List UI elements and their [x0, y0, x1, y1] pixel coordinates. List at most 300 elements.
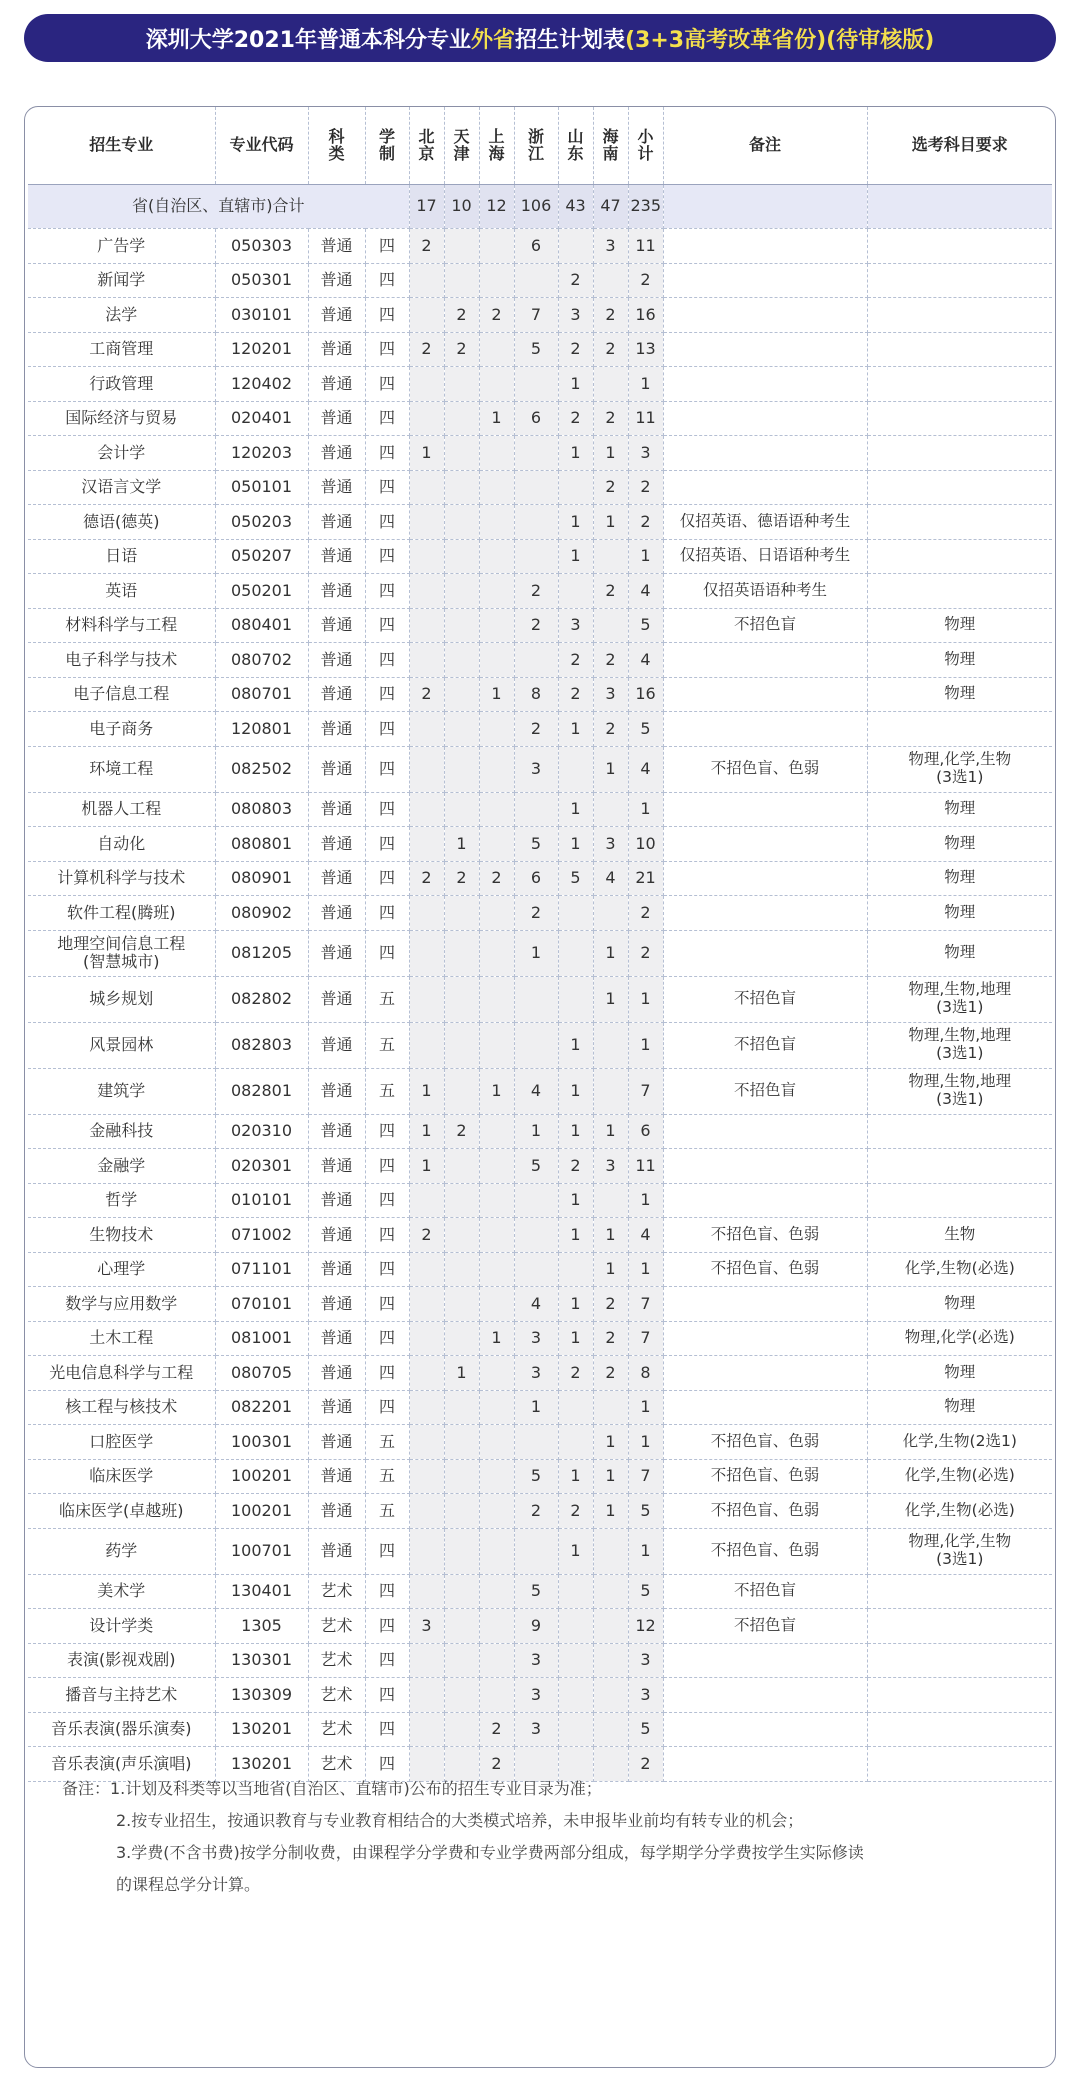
cell-zhejiang: 5	[514, 1574, 558, 1609]
cell-beijing: 1	[409, 436, 444, 471]
cell-requirement	[867, 436, 1052, 471]
cell-requirement: 物理	[867, 643, 1052, 678]
cell-shanghai	[479, 436, 514, 471]
cell-shandong: 2	[558, 643, 593, 678]
cell-requirement	[867, 1574, 1052, 1609]
cell-major: 新闻学	[28, 263, 215, 298]
cell-zhejiang: 6	[514, 861, 558, 896]
cell-beijing	[409, 470, 444, 505]
table-row	[28, 608, 1052, 643]
cell-category: 普通	[308, 1425, 365, 1460]
cell-beijing: 1	[409, 1114, 444, 1149]
cell-zhejiang: 3	[514, 746, 558, 792]
cell-tianjin	[444, 677, 479, 712]
cell-duration: 四	[365, 436, 409, 471]
cell-major: 广告学	[28, 229, 215, 264]
cell-shanghai	[479, 574, 514, 609]
cell-tianjin	[444, 470, 479, 505]
cell-zhejiang: 8	[514, 677, 558, 712]
cell-duration: 四	[365, 229, 409, 264]
cell-shandong	[558, 930, 593, 976]
table-row	[28, 930, 1052, 976]
header-subtotal-text: 小 计	[637, 126, 654, 163]
cell-code: 080401	[215, 608, 308, 643]
cell-shanghai: 1	[479, 1321, 514, 1356]
cell-tianjin	[444, 1574, 479, 1609]
cell-code: 120203	[215, 436, 308, 471]
cell-duration: 四	[365, 263, 409, 298]
cell-category: 普通	[308, 1022, 365, 1068]
table-row	[28, 229, 1052, 264]
cell-code: 010101	[215, 1183, 308, 1218]
cell-duration: 五	[365, 1425, 409, 1460]
cell-shandong: 1	[558, 539, 593, 574]
cell-hainan	[593, 1712, 628, 1747]
cell-shandong	[558, 1643, 593, 1678]
cell-zhejiang: 1	[514, 1390, 558, 1425]
cell-shandong: 3	[558, 608, 593, 643]
cell-duration: 四	[365, 1609, 409, 1644]
cell-hainan: 2	[593, 1287, 628, 1322]
cell-hainan	[593, 1643, 628, 1678]
cell-note: 仅招英语、日语语种考生	[663, 539, 867, 574]
cell-shandong	[558, 1678, 593, 1713]
header-tianjin-text: 天 津	[453, 126, 470, 163]
cell-major: 电子信息工程	[28, 677, 215, 712]
cell-duration: 四	[365, 677, 409, 712]
cell-hainan: 1	[593, 436, 628, 471]
cell-note	[663, 263, 867, 298]
cell-requirement	[867, 574, 1052, 609]
cell-duration: 四	[365, 608, 409, 643]
cell-requirement	[867, 1643, 1052, 1678]
cell-major: 工商管理	[28, 332, 215, 367]
cell-shanghai	[479, 1114, 514, 1149]
cell-shanghai: 2	[479, 298, 514, 333]
cell-zhejiang: 6	[514, 229, 558, 264]
header-shandong	[558, 107, 593, 185]
cell-shanghai: 2	[479, 861, 514, 896]
cell-category: 普通	[308, 332, 365, 367]
cell-beijing	[409, 263, 444, 298]
cell-hainan: 2	[593, 643, 628, 678]
cell-code: 071101	[215, 1252, 308, 1287]
total-tianjin: 10	[444, 185, 479, 229]
table-row	[28, 677, 1052, 712]
cell-hainan	[593, 263, 628, 298]
cell-subtotal: 2	[628, 896, 663, 931]
cell-note: 不招色盲	[663, 1068, 867, 1114]
cell-subtotal: 5	[628, 1712, 663, 1747]
cell-duration: 五	[365, 1068, 409, 1114]
cell-category: 普通	[308, 827, 365, 862]
cell-tianjin	[444, 712, 479, 747]
cell-code: 120801	[215, 712, 308, 747]
cell-tianjin	[444, 976, 479, 1022]
cell-note	[663, 861, 867, 896]
cell-zhejiang: 3	[514, 1643, 558, 1678]
cell-code: 080701	[215, 677, 308, 712]
header-duration	[365, 107, 409, 185]
cell-beijing	[409, 1252, 444, 1287]
cell-category: 普通	[308, 677, 365, 712]
cell-shanghai	[479, 1287, 514, 1322]
cell-subtotal: 8	[628, 1356, 663, 1391]
cell-shanghai: 1	[479, 1068, 514, 1114]
cell-beijing	[409, 1022, 444, 1068]
cell-category: 艺术	[308, 1747, 365, 1782]
cell-code: 1305	[215, 1609, 308, 1644]
cell-zhejiang	[514, 1252, 558, 1287]
cell-zhejiang: 5	[514, 1149, 558, 1184]
table-row	[28, 1390, 1052, 1425]
cell-note	[663, 470, 867, 505]
title-banner	[24, 14, 1056, 62]
cell-duration: 四	[365, 1643, 409, 1678]
cell-beijing	[409, 1459, 444, 1494]
cell-shanghai	[479, 1678, 514, 1713]
cell-code: 100201	[215, 1494, 308, 1529]
cell-zhejiang: 3	[514, 1712, 558, 1747]
cell-shanghai	[479, 367, 514, 402]
cell-major: 药学	[28, 1528, 215, 1574]
cell-category: 普通	[308, 505, 365, 540]
table-row	[28, 1149, 1052, 1184]
cell-shanghai	[479, 1390, 514, 1425]
title-part1: 深圳大学2021年普通本科分专业	[145, 27, 471, 53]
cell-note: 不招色盲	[663, 1609, 867, 1644]
cell-code: 071002	[215, 1218, 308, 1253]
cell-major: 机器人工程	[28, 792, 215, 827]
cell-subtotal: 2	[628, 1747, 663, 1782]
cell-hainan: 4	[593, 861, 628, 896]
cell-major: 法学	[28, 298, 215, 333]
cell-note	[663, 1287, 867, 1322]
cell-category: 普通	[308, 470, 365, 505]
header-shanghai	[479, 107, 514, 185]
cell-major: 行政管理	[28, 367, 215, 402]
cell-shanghai	[479, 1149, 514, 1184]
cell-shandong: 1	[558, 1022, 593, 1068]
cell-requirement: 化学,生物(必选)	[867, 1494, 1052, 1529]
header-zhejiang-text: 浙 江	[527, 126, 544, 163]
cell-code: 082502	[215, 746, 308, 792]
cell-subtotal: 11	[628, 229, 663, 264]
cell-requirement: 物理,生物,地理 (3选1)	[867, 1022, 1052, 1068]
admission-plan-card	[24, 106, 1056, 2068]
cell-tianjin: 2	[444, 332, 479, 367]
cell-note: 不招色盲、色弱	[663, 1252, 867, 1287]
cell-requirement: 物理	[867, 677, 1052, 712]
cell-zhejiang: 7	[514, 298, 558, 333]
cell-major: 风景园林	[28, 1022, 215, 1068]
cell-tianjin	[444, 1528, 479, 1574]
cell-tianjin	[444, 1459, 479, 1494]
cell-tianjin	[444, 1252, 479, 1287]
cell-requirement	[867, 1114, 1052, 1149]
cell-shanghai	[479, 1252, 514, 1287]
cell-major: 音乐表演(声乐演唱)	[28, 1747, 215, 1782]
cell-major: 哲学	[28, 1183, 215, 1218]
cell-beijing	[409, 746, 444, 792]
cell-beijing	[409, 1494, 444, 1529]
cell-tianjin: 1	[444, 827, 479, 862]
cell-hainan	[593, 1609, 628, 1644]
cell-zhejiang	[514, 1218, 558, 1253]
cell-zhejiang: 3	[514, 1678, 558, 1713]
cell-duration: 四	[365, 1183, 409, 1218]
cell-zhejiang: 5	[514, 827, 558, 862]
cell-beijing	[409, 643, 444, 678]
cell-requirement: 物理	[867, 1390, 1052, 1425]
cell-shanghai	[479, 470, 514, 505]
cell-tianjin	[444, 1287, 479, 1322]
cell-major: 汉语言文学	[28, 470, 215, 505]
cell-duration: 五	[365, 976, 409, 1022]
header-major: 招生专业	[28, 107, 215, 185]
cell-code: 020401	[215, 401, 308, 436]
cell-beijing	[409, 367, 444, 402]
cell-tianjin	[444, 1183, 479, 1218]
cell-zhejiang: 2	[514, 608, 558, 643]
table-row	[28, 1218, 1052, 1253]
cell-subtotal: 5	[628, 1574, 663, 1609]
cell-requirement: 物理	[867, 1356, 1052, 1391]
cell-shanghai	[479, 827, 514, 862]
cell-duration: 四	[365, 332, 409, 367]
cell-note	[663, 1678, 867, 1713]
cell-subtotal: 7	[628, 1459, 663, 1494]
table-row	[28, 896, 1052, 931]
cell-shandong: 1	[558, 1114, 593, 1149]
cell-duration: 四	[365, 792, 409, 827]
cell-shanghai	[479, 1022, 514, 1068]
cell-code: 070101	[215, 1287, 308, 1322]
cell-hainan: 2	[593, 1321, 628, 1356]
cell-major: 电子科学与技术	[28, 643, 215, 678]
cell-tianjin: 1	[444, 1356, 479, 1391]
cell-shandong	[558, 1574, 593, 1609]
cell-beijing	[409, 712, 444, 747]
cell-subtotal: 5	[628, 712, 663, 747]
cell-zhejiang	[514, 539, 558, 574]
header-shandong-text: 山 东	[567, 126, 584, 163]
cell-subtotal: 3	[628, 1678, 663, 1713]
cell-requirement: 化学,生物(必选)	[867, 1252, 1052, 1287]
cell-category: 普通	[308, 1528, 365, 1574]
cell-hainan: 3	[593, 677, 628, 712]
cell-beijing	[409, 1183, 444, 1218]
cell-shanghai	[479, 1609, 514, 1644]
cell-hainan: 3	[593, 1149, 628, 1184]
cell-tianjin	[444, 505, 479, 540]
cell-shanghai	[479, 643, 514, 678]
cell-shandong: 3	[558, 298, 593, 333]
cell-hainan: 1	[593, 930, 628, 976]
cell-beijing	[409, 827, 444, 862]
cell-hainan: 1	[593, 1218, 628, 1253]
cell-hainan	[593, 608, 628, 643]
cell-zhejiang: 2	[514, 896, 558, 931]
header-hainan	[593, 107, 628, 185]
cell-duration: 四	[365, 401, 409, 436]
cell-code: 080803	[215, 792, 308, 827]
cell-tianjin	[444, 263, 479, 298]
cell-shandong	[558, 470, 593, 505]
cell-shandong: 1	[558, 1321, 593, 1356]
header-requirement: 选考科目要求	[867, 107, 1052, 185]
cell-major: 建筑学	[28, 1068, 215, 1114]
cell-note	[663, 1643, 867, 1678]
cell-code: 050207	[215, 539, 308, 574]
cell-shandong: 2	[558, 263, 593, 298]
cell-requirement	[867, 367, 1052, 402]
cell-shandong: 2	[558, 1356, 593, 1391]
cell-category: 普通	[308, 1149, 365, 1184]
cell-tianjin	[444, 539, 479, 574]
cell-note: 不招色盲	[663, 1574, 867, 1609]
cell-code: 020301	[215, 1149, 308, 1184]
cell-beijing: 2	[409, 1218, 444, 1253]
cell-major: 软件工程(腾班)	[28, 896, 215, 931]
cell-note	[663, 298, 867, 333]
header-row	[28, 107, 1052, 185]
cell-tianjin	[444, 574, 479, 609]
cell-duration: 四	[365, 298, 409, 333]
cell-subtotal: 5	[628, 1494, 663, 1529]
cell-code: 082801	[215, 1068, 308, 1114]
table-row	[28, 574, 1052, 609]
cell-zhejiang: 6	[514, 401, 558, 436]
cell-note	[663, 1183, 867, 1218]
cell-code: 082201	[215, 1390, 308, 1425]
cell-subtotal: 21	[628, 861, 663, 896]
cell-code: 050301	[215, 263, 308, 298]
cell-code: 081001	[215, 1321, 308, 1356]
cell-shanghai	[479, 1494, 514, 1529]
cell-requirement: 化学,生物(必选)	[867, 1459, 1052, 1494]
cell-duration: 四	[365, 1712, 409, 1747]
cell-requirement	[867, 229, 1052, 264]
cell-code: 120402	[215, 367, 308, 402]
cell-shandong: 2	[558, 677, 593, 712]
total-beijing: 17	[409, 185, 444, 229]
cell-duration: 四	[365, 1390, 409, 1425]
cell-zhejiang: 2	[514, 712, 558, 747]
cell-major: 播音与主持艺术	[28, 1678, 215, 1713]
cell-tianjin: 2	[444, 1114, 479, 1149]
cell-code: 050201	[215, 574, 308, 609]
cell-note	[663, 436, 867, 471]
cell-note	[663, 1321, 867, 1356]
cell-category: 普通	[308, 263, 365, 298]
cell-note	[663, 712, 867, 747]
table-row	[28, 1425, 1052, 1460]
cell-tianjin	[444, 1218, 479, 1253]
table-row	[28, 263, 1052, 298]
table-row	[28, 470, 1052, 505]
cell-zhejiang	[514, 976, 558, 1022]
cell-note	[663, 1356, 867, 1391]
cell-beijing: 2	[409, 861, 444, 896]
cell-note: 不招色盲、色弱	[663, 1494, 867, 1529]
cell-shandong: 1	[558, 1287, 593, 1322]
cell-hainan: 2	[593, 470, 628, 505]
cell-zhejiang	[514, 263, 558, 298]
cell-duration: 四	[365, 1321, 409, 1356]
cell-tianjin: 2	[444, 298, 479, 333]
table-row	[28, 1287, 1052, 1322]
cell-subtotal: 2	[628, 470, 663, 505]
cell-beijing	[409, 1390, 444, 1425]
header-category-text: 科 类	[328, 126, 345, 163]
cell-subtotal: 7	[628, 1287, 663, 1322]
cell-note: 仅招英语、德语语种考生	[663, 505, 867, 540]
table-row	[28, 792, 1052, 827]
cell-shanghai	[479, 505, 514, 540]
cell-subtotal: 1	[628, 1252, 663, 1287]
cell-subtotal: 1	[628, 1183, 663, 1218]
cell-duration: 五	[365, 1022, 409, 1068]
cell-shanghai: 1	[479, 677, 514, 712]
cell-shandong	[558, 746, 593, 792]
cell-requirement: 物理	[867, 792, 1052, 827]
table-row	[28, 1321, 1052, 1356]
cell-shanghai	[479, 896, 514, 931]
cell-major: 金融科技	[28, 1114, 215, 1149]
cell-code: 080705	[215, 1356, 308, 1391]
total-subtotal: 235	[628, 185, 663, 229]
cell-beijing	[409, 1643, 444, 1678]
header-note: 备注	[663, 107, 867, 185]
cell-category: 普通	[308, 1287, 365, 1322]
footnote-1: 备注：1.计划及科类等以当地省(自治区、直辖市)公布的招生专业目录为准；	[62, 1779, 602, 1798]
cell-hainan: 1	[593, 1494, 628, 1529]
cell-hainan	[593, 1022, 628, 1068]
cell-hainan	[593, 1678, 628, 1713]
cell-shanghai	[479, 930, 514, 976]
cell-duration: 四	[365, 1114, 409, 1149]
table-row	[28, 976, 1052, 1022]
table-row	[28, 643, 1052, 678]
cell-hainan	[593, 896, 628, 931]
cell-hainan: 3	[593, 229, 628, 264]
header-code: 专业代码	[215, 107, 308, 185]
cell-shanghai	[479, 263, 514, 298]
cell-note	[663, 930, 867, 976]
cell-duration: 四	[365, 1356, 409, 1391]
cell-tianjin	[444, 1321, 479, 1356]
cell-code: 050303	[215, 229, 308, 264]
cell-note: 不招色盲、色弱	[663, 1218, 867, 1253]
cell-duration: 四	[365, 746, 409, 792]
total-requirement	[867, 185, 1052, 229]
table-row	[28, 712, 1052, 747]
cell-hainan: 1	[593, 976, 628, 1022]
cell-beijing: 2	[409, 677, 444, 712]
cell-major: 光电信息科学与工程	[28, 1356, 215, 1391]
cell-requirement: 物理,生物,地理 (3选1)	[867, 1068, 1052, 1114]
cell-tianjin	[444, 746, 479, 792]
cell-shandong: 1	[558, 367, 593, 402]
cell-subtotal: 4	[628, 643, 663, 678]
table-row	[28, 1068, 1052, 1114]
cell-major: 美术学	[28, 1574, 215, 1609]
cell-hainan	[593, 1574, 628, 1609]
cell-duration: 四	[365, 1574, 409, 1609]
cell-subtotal: 11	[628, 401, 663, 436]
cell-category: 普通	[308, 1218, 365, 1253]
